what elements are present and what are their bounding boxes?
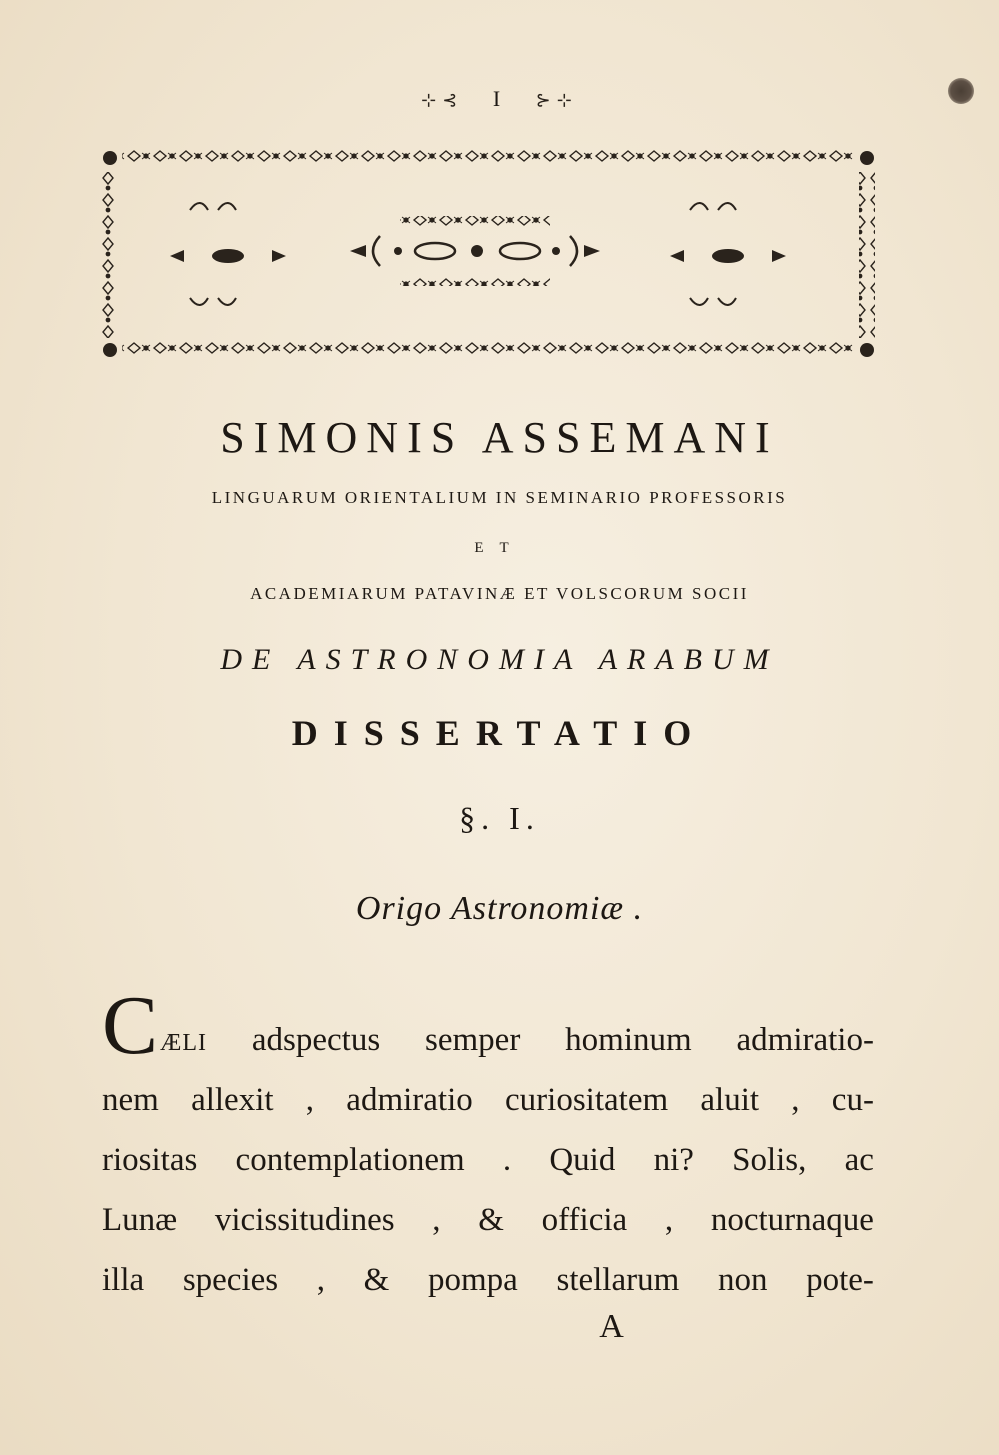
fleuron-icon [350,216,600,286]
ornamental-border-icon [100,148,877,362]
dropcap-group [102,979,208,1072]
word: Lunæ [102,1202,178,1238]
text-line-4 [102,1190,874,1250]
word: pote- [806,1262,874,1298]
work-genre: DISSERTATIO [291,713,708,753]
signature-mark: A [599,1308,624,1345]
section-heading: Origo Astronomiæ . [355,890,644,927]
word: adspectus [251,1022,381,1058]
conjunction: ET [474,540,525,556]
word: Quid [549,1142,616,1178]
text-line-5 [102,1250,874,1310]
page-number-label: I [492,86,507,111]
word: & [478,1202,504,1238]
word: ni? [653,1142,694,1178]
word: , [305,1082,315,1118]
word: admiratio [346,1082,473,1118]
word: hominum [565,1022,692,1058]
word: non [717,1262,768,1298]
word: admiratio- [736,1022,874,1058]
text-line-1 [102,979,874,1072]
word: , [664,1202,674,1238]
word: riositas [102,1142,198,1178]
author-academies: ACADEMIARUM PATAVINÆ ET VOLSCORUM SOCII [250,584,749,603]
word: & [363,1262,390,1298]
text-line-2 [102,1070,874,1130]
word: curiositatem [505,1082,669,1118]
word: , [791,1082,800,1118]
word: ac [844,1142,874,1178]
section-number: §. I. [459,800,540,836]
page-number-ornament-right-icon: ⊱⊹ [535,90,578,110]
word: , [316,1262,326,1298]
word: semper [425,1022,521,1058]
word: cu- [831,1082,874,1118]
page-number [0,86,999,112]
word: nem [102,1082,159,1118]
word: officia [541,1202,628,1238]
word: allexit [191,1082,274,1118]
word: pompa [428,1262,518,1298]
word: species [182,1262,279,1298]
author-chair: LINGUARUM ORIENTALIUM IN SEMINARIO PROFESSORIS [211,488,788,507]
word: aluit [700,1082,760,1118]
word: . [502,1142,512,1178]
text-line-3 [102,1130,874,1190]
word: contemplationem [235,1142,465,1178]
word: stellarum [556,1262,680,1298]
author-name: SIMONIS ASSEMANI [220,413,779,462]
word: , [432,1202,441,1238]
dropcap: C [102,979,159,1072]
work-title: DE ASTRONOMIA ARABUM [220,643,779,676]
page-number-ornament-left-icon: ⊹⊰ [421,90,464,110]
dropcap-continuation: ÆLI [160,1030,208,1056]
word: Solis, [732,1142,807,1178]
word: nocturnaque [710,1202,874,1238]
word: illa [102,1262,145,1298]
word: vicissitudines [214,1202,395,1238]
body-text [102,979,874,1310]
